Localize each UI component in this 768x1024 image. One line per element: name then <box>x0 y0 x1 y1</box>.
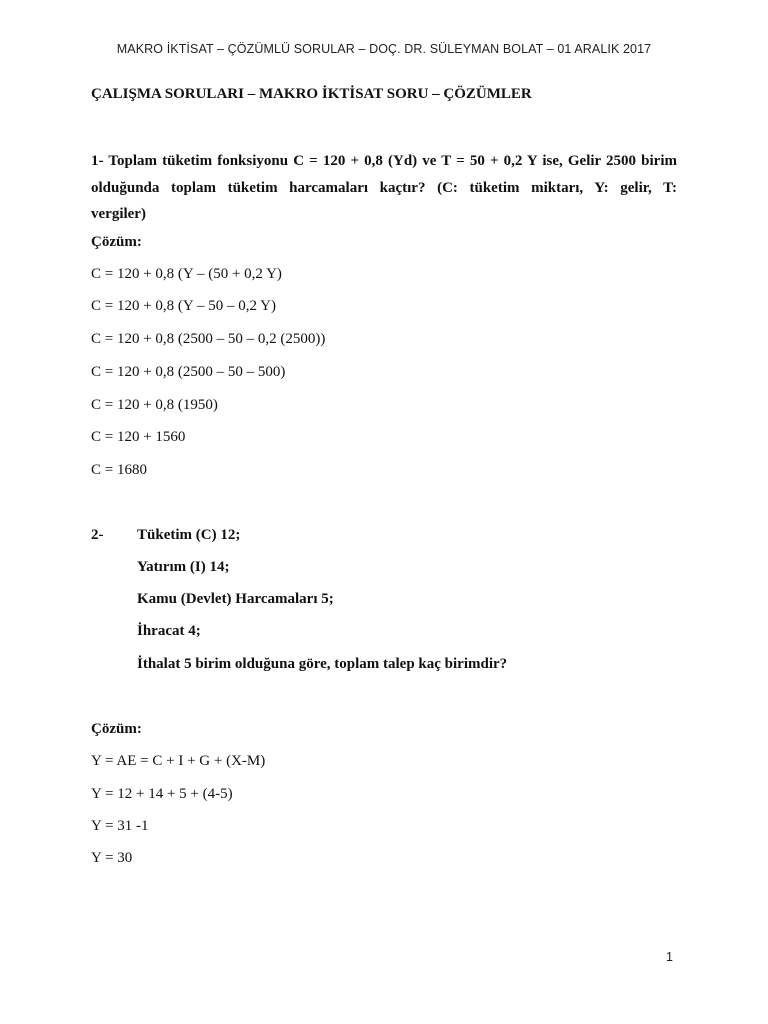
solution-step: C = 120 + 0,8 (1950) <box>91 397 218 413</box>
question-2-number: 2- <box>91 527 104 543</box>
document-title: ÇALIŞMA SORULARI – MAKRO İKTİSAT SORU – ÇÖZÜMLER <box>91 86 532 102</box>
question-1-line: olduğunda toplam tüketim harcamaları kaçtır? (C: tüketim miktarı, Y: gelir, T: <box>91 179 677 196</box>
solution-step: Y = AE = C + I + G + (X-M) <box>91 753 266 769</box>
page-number: 1 <box>666 950 673 964</box>
question-2-item: Tüketim (C) 12; <box>137 527 241 543</box>
solution-step: C = 1680 <box>91 462 147 478</box>
question-2-solution-label: Çözüm: <box>91 721 142 737</box>
running-header: MAKRO İKTİSAT – ÇÖZÜMLÜ SORULAR – DOÇ. DR. SÜLEYMAN BOLAT – 01 ARALIK 2017 <box>116 42 652 56</box>
solution-step: Y = 31 -1 <box>91 818 149 834</box>
question-2-item: Yatırım (I) 14; <box>137 559 230 575</box>
question-2-item: İhracat 4; <box>137 623 201 639</box>
solution-step: Y = 30 <box>91 850 133 866</box>
question-1-solution-label: Çözüm: <box>91 234 142 250</box>
solution-step: C = 120 + 0,8 (Y – (50 + 0,2 Y) <box>91 266 282 282</box>
question-2-item: İthalat 5 birim olduğuna göre, toplam talep kaç birimdir? <box>137 656 508 672</box>
solution-step: Y = 12 + 14 + 5 + (4-5) <box>91 786 233 802</box>
question-2-item: Kamu (Devlet) Harcamaları 5; <box>137 591 334 607</box>
solution-step: C = 120 + 1560 <box>91 429 186 445</box>
solution-step: C = 120 + 0,8 (Y – 50 – 0,2 Y) <box>91 298 276 314</box>
question-1-text <box>91 148 677 228</box>
solution-step: C = 120 + 0,8 (2500 – 50 – 500) <box>91 364 286 380</box>
question-1-line: 1- Toplam tüketim fonksiyonu C = 120 + 0,8 (Yd) ve T = 50 + 0,2 Y ise, Gelir 2500 birim <box>91 153 677 169</box>
solution-step: C = 120 + 0,8 (2500 – 50 – 0,2 (2500)) <box>91 331 326 347</box>
question-1-line: vergiler) <box>91 206 146 222</box>
